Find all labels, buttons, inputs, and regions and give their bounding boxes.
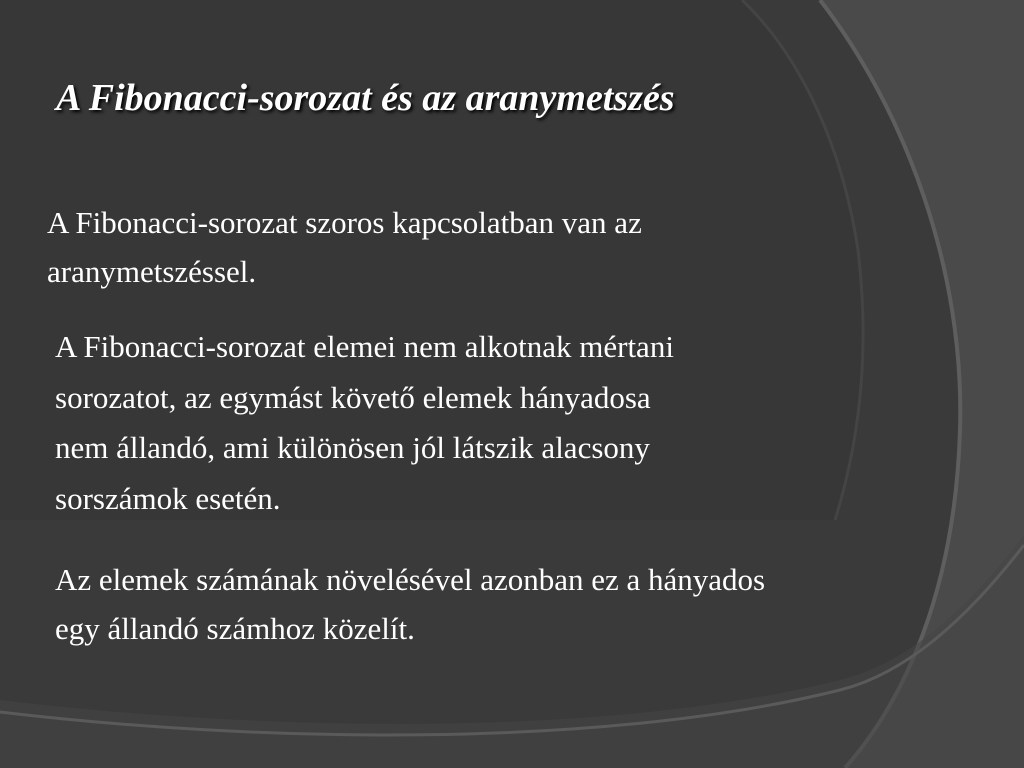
paragraph-2-line-1: A Fibonacci-sorozat elemei nem alkotnak mértani: [55, 329, 674, 364]
paragraph-2: [55, 322, 875, 524]
paragraph-3-line-1: Az elemek számának növelésével azonban ez a hányados: [55, 562, 766, 597]
paragraph-1-line-2: aranymetszéssel.: [47, 254, 257, 289]
paragraph-3-line-2: egy állandó számhoz közelít.: [55, 611, 415, 646]
paragraph-2-line-4: sorszámok esetén.: [55, 480, 281, 516]
slide-title: A Fibonacci-sorozat és az aranymetszés: [56, 77, 675, 119]
paragraph-2-line-3: nem állandó, ami különösen jól látszik alacsony: [55, 430, 650, 465]
paragraph-2-line-2: sorozatot, az egymást követő elemek hányadosa: [55, 379, 651, 415]
paragraph-1-line-1: A Fibonacci-sorozat szoros kapcsolatban van az: [47, 205, 642, 240]
paragraph-3: [55, 555, 1005, 653]
paragraph-1: [47, 198, 847, 296]
